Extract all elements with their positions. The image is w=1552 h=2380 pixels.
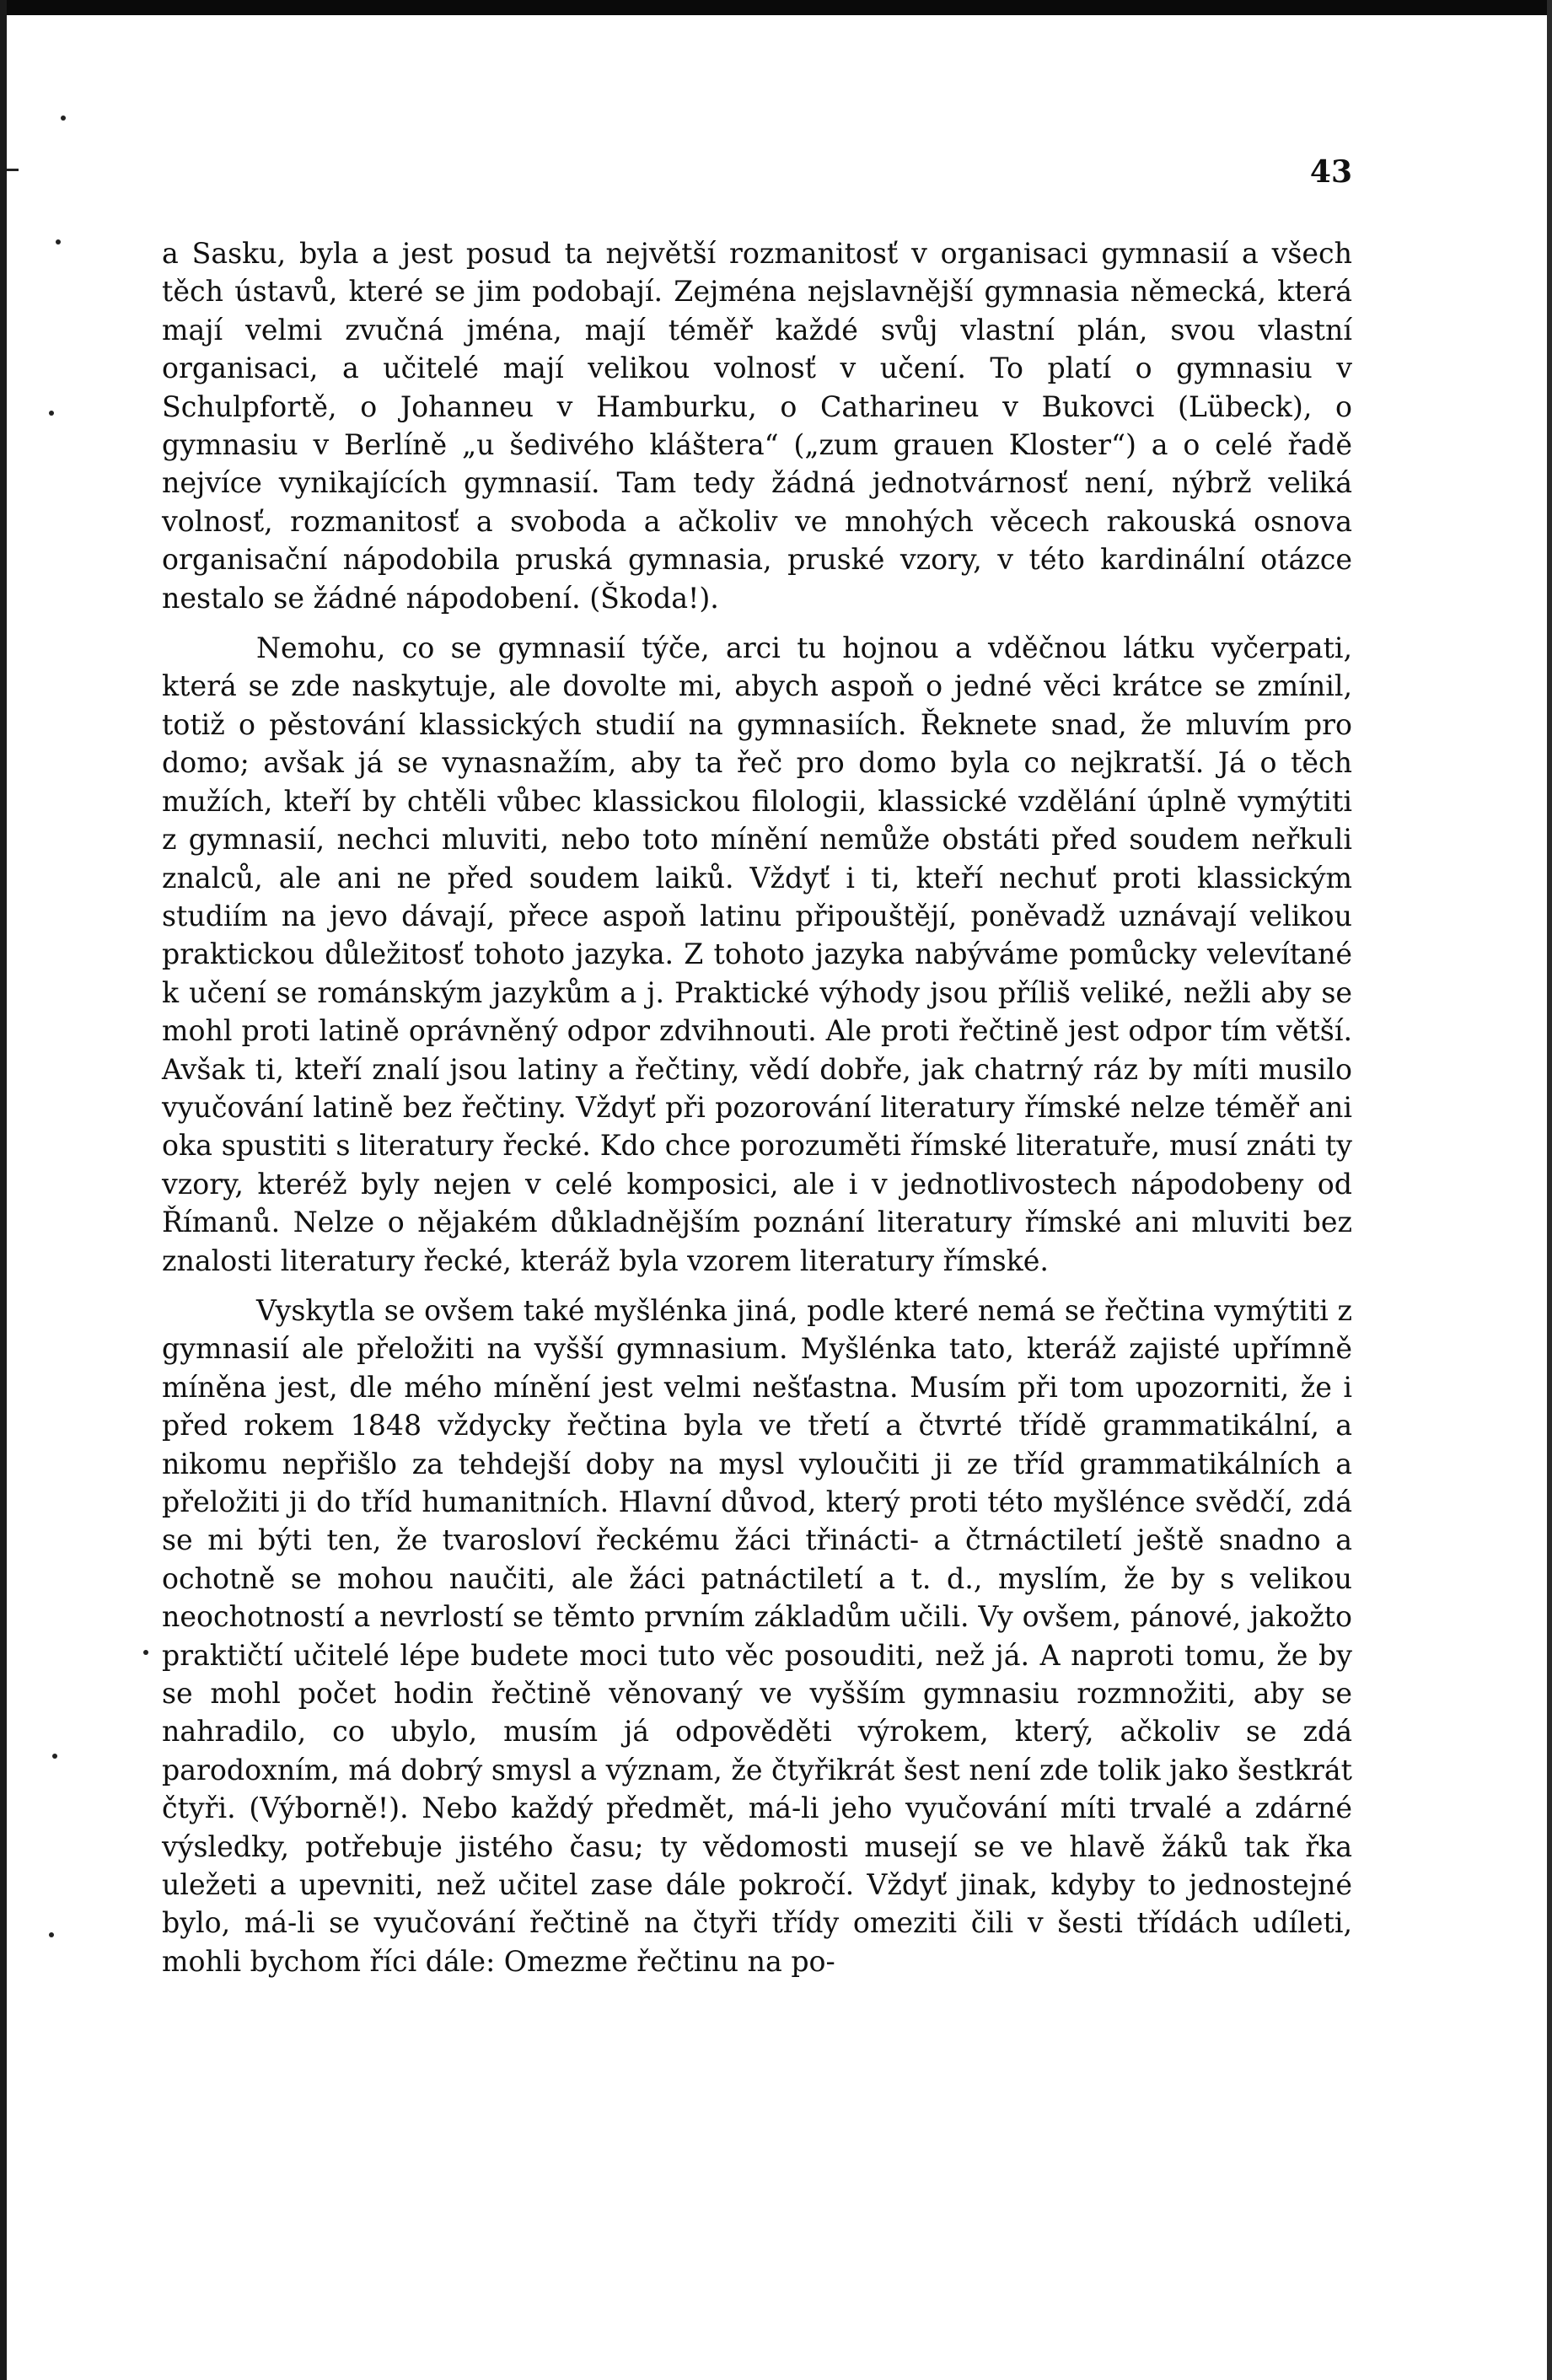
scan-speck [52,1754,57,1759]
page-number: 43 [1309,154,1352,190]
scan-speck [49,411,54,416]
paragraph-2: Nemohu, co se gymnasií týče, arci tu hojnou a vděčnou látku vyčerpati, která se zde naskytuje, ale dovolte mi, abych aspoň o jedné věci krátce se zmínil, totiž o pěstování klassických studií na gymnasiích. Řeknete snad, že mluvím pro domo; avšak já se vynasnažím, aby ta řeč pro domo byla co nejkratší. Já o těch mužích, kteří by chtěli vůbec klassickou filologii, klassické vzdělání úplně vymýtiti z gymnasií, nechci mluviti, nebo toto mínění nemůže obstáti před soudem neřkuli znalců, ale ani ne před soudem laiků. Vždyť i ti, kteří nechuť proti klassickým studiím na jevo dávají, přece aspoň latinu připouštějí, poněvadž uznávají velikou praktickou důležitosť tohoto jazyka. Z tohoto jazyka nabýváme pomůcky velevítané k učení se románským jazykům a j. Praktické výhody jsou příliš veliké, nežli aby se mohl proti latině oprávněný odpor zdvihnouti. Ale proti řečtině jest odpor tím větší. Avšak ti, kteří znalí jsou latiny a řečtiny, vědí dobře, jak chatrný ráz by míti musilo vyučování latině bez řečtiny. Vždyť při pozorování literatury římské nelze téměř ani oka spustiti s literatury řecké. Kdo chce porozuměti římské literatuře, musí znáti ty vzory, kteréž byly nejen v celé komposici, ale i v jednotlivostech nápodobeny od Římanů. Nelze o nějakém důkladnějším poznání literatury římské ani mluviti bez znalosti literatury řecké, kteráž byla vzorem literatury římské. [162,631,1352,1277]
scan-border-right [1547,0,1552,2380]
margin-mark [7,169,19,171]
scan-speck [56,239,61,244]
scan-speck [61,116,66,121]
body-text [162,234,1352,1980]
scan-speck [49,1932,54,1937]
scan-speck [143,1650,148,1655]
scan-border-top [0,0,1552,15]
paragraph-3: Vyskytla se ovšem také myšlénka jiná, podle které nemá se řečtina vymýtiti z gymnasií ale přeložiti na vyšší gymnasium. Myšlénka tato, kteráž zajisté upřímně míněna jest, dle mého mínění jest velmi nešťastna. Musím při tom upozorniti, že i před rokem 1848 vždycky řečtina byla ve třetí a čtvrté třídě grammatikální, a nikomu nepřišlo za tehdejší doby na mysl vyloučiti ji ze tříd grammatikálních a přeložiti ji do tříd humanitních. Hlavní důvod, který proti této myšlénce svědčí, zdá se mi býti ten, že tvarosloví řeckému žáci třinácti- a čtrnáctiletí ještě snadno a ochotně se mohou naučiti, ale žáci patnáctiletí a t. d., myslím, že by s velikou neochotností a nevrlostí se těmto prvním základům učili. Vy ovšem, pánové, jakožto praktičtí učitelé lépe budete moci tuto věc posouditi, než já. A naproti tomu, že by se mohl počet hodin řečtině věnovaný ve vyšším gymnasiu rozmnožiti, aby se nahradilo, co ubylo, musím já odpověděti výrokem, který, ačkoliv se zdá parodoxním, má dobrý smysl a význam, že čtyřikrát šest není zde tolik jako šestkrát čtyři. (Výborně!). Nebo každý předmět, má-li jeho vyučování míti trvalé a zdárné výsledky, potřebuje jistého času; ty vědomosti musejí se ve hlavě žáků tak řka uležeti a upevniti, než učitel zase dále pokročí. Vždyť jinak, kdyby to jednostejné bylo, má-li se vyučování řečtině na čtyři třídy omeziti čili v šesti třídách udíleti, mohli bychom říci dále: Omezme řečtinu na po- [162,1293,1352,1978]
paragraph-1: a Sasku, byla a jest posud ta největší rozmanitosť v organisaci gymnasií a všech těch ústavů, které se jim podobají. Zejména nejslavnější gymnasia německá, která mají velmi zvučná jména, mají téměř každé svůj vlastní plán, svou vlastní organisaci, a učitelé mají velikou volnosť v učení. To platí o gymnasiu v Schulpfortě, o Johanneu v Hamburku, o Catharineu v Bukovci (Lübeck), o gymnasiu v Berlíně „u šedivého kláštera“ („zum grauen Kloster“) a o celé řadě nejvíce vynikajících gymnasií. Tam tedy žádná jednotvárnosť není, nýbrž veliká volnosť, rozmanitosť a svoboda a ačkoliv ve mnohých věcech rakouská osnova organisační nápodobila pruská gymnasia, pruské vzory, v této kardinální otázce nestalo se žádné nápodobení. (Škoda!). [162,237,1352,615]
scan-border-left [0,0,7,2380]
